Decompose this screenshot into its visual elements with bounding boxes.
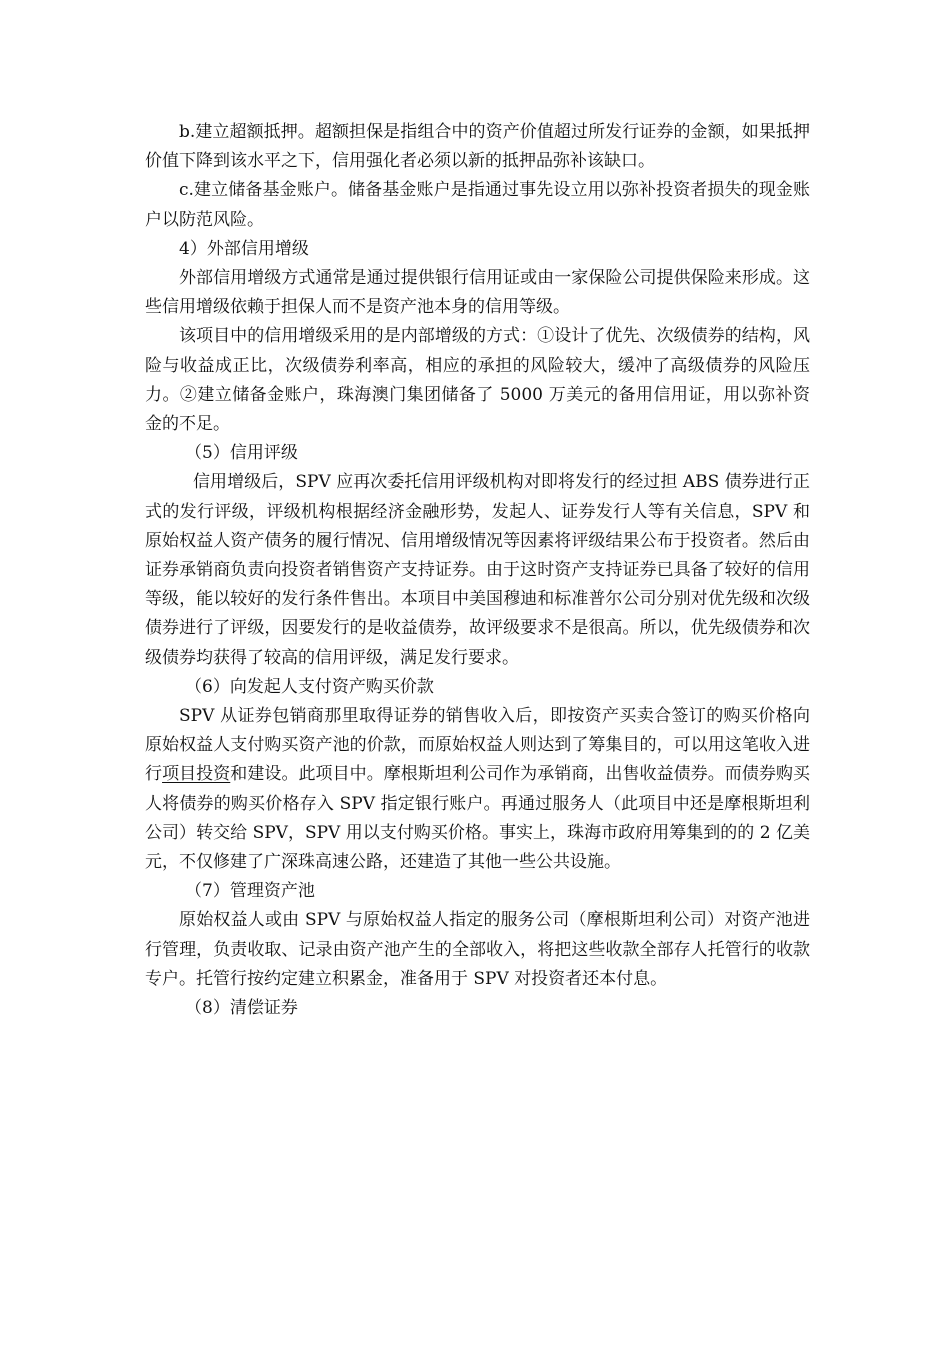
paragraph-overcollateralization: b.建立超额抵押。超额担保是指组合中的资产价值超过所发行证券的金额，如果抵押价值下降到该水平之下，信用强化者必须以新的抵押品弥补该缺口。 [145, 122, 810, 172]
paragraph-manage-asset-pool: 原始权益人或由 SPV 与原始权益人指定的服务公司（摩根斯坦利公司）对资产池进行管理，负责收取、记录由资产池产生的全部收入，将把这些收款全部存人托管行的收款专户。托管行按约定建立积累金，准备用于 SPV 对投资者还本付息。 [145, 910, 810, 989]
project-investment-link[interactable]: 项目投资 [162, 764, 231, 785]
heading-credit-rating: （5）信用评级 [185, 443, 298, 464]
heading-manage-asset-pool: （7）管理资产池 [185, 881, 315, 902]
paragraph-text-part: 和建设。此项目中。摩根斯坦利公司作为承销商，出售收益债券。而债券购买人将债券的购买价格存入 SPV 指定银行账户。再通过服务人（此项目中还是摩根斯坦利公司）转交给 SPV，SPV 用以支付购买价格。事实上，珠海市政府用筹集到的的 2 亿美元，不仅修建了广深珠高速公路，还建造了其他一些公共设施。 [145, 764, 811, 873]
document-body [145, 118, 810, 1023]
paragraph-text-part: SPV 从证券包销商那里取得证券的销售收入后，即按资产买卖合签订的购买价格向原始权益人支付购买资产池的价款，而原始权益人则达到了筹集目的，可以用这笔收入进行 [145, 706, 810, 785]
paragraph-internal-enhancement: 该项目中的信用增级采用的是内部增级的方式：①设计了优先、次级债券的结构，风险与收益成正比，次级债券利率高，相应的承担的风险较大，缓冲了高级债券的风险压力。②建立储备金账户，珠海澳门集团储备了 5000 万美元的备用信用证，用以弥补资金的不足。 [145, 326, 810, 435]
paragraph-credit-rating: 信用增级后，SPV 应再次委托信用评级机构对即将发行的经过担 ABS 债券进行正式的发行评级，评级机构根据经济金融形势，发起人、证券发行人等有关信息，SPV 和原始权益人资产债务的履行情况、信用增级情况等因素将评级结果公布于投资者。然后由证券承销商负责向投资者销售资产支持证券。由于这时资产支持证券已具备了较好的信用等级，能以较好的发行条件售出。本项目中美国穆迪和标准普尔公司分别对优先级和次级债券进行了评级，因要发行的是收益债券，故评级要求不是很高。所以，优先级债券和次级债券均获得了较高的信用评级，满足发行要求。 [145, 472, 810, 668]
paragraph-payment-to-originator [145, 702, 810, 877]
heading-payment-to-originator: （6）向发起人支付资产购买价款 [185, 676, 434, 697]
paragraph-reserve-fund: c.建立储备基金账户。储备基金账户是指通过事先设立用以弥补投资者损失的现金账户以防范风险。 [145, 180, 810, 230]
paragraph-external-enhancement: 外部信用增级方式通常是通过提供银行信用证或由一家保险公司提供保险来形成。这些信用增级依赖于担保人而不是资产池本身的信用等级。 [145, 268, 810, 318]
heading-securities-repayment: （8）清偿证券 [185, 998, 298, 1019]
heading-external-credit-enhancement: 4）外部信用增级 [179, 238, 309, 259]
